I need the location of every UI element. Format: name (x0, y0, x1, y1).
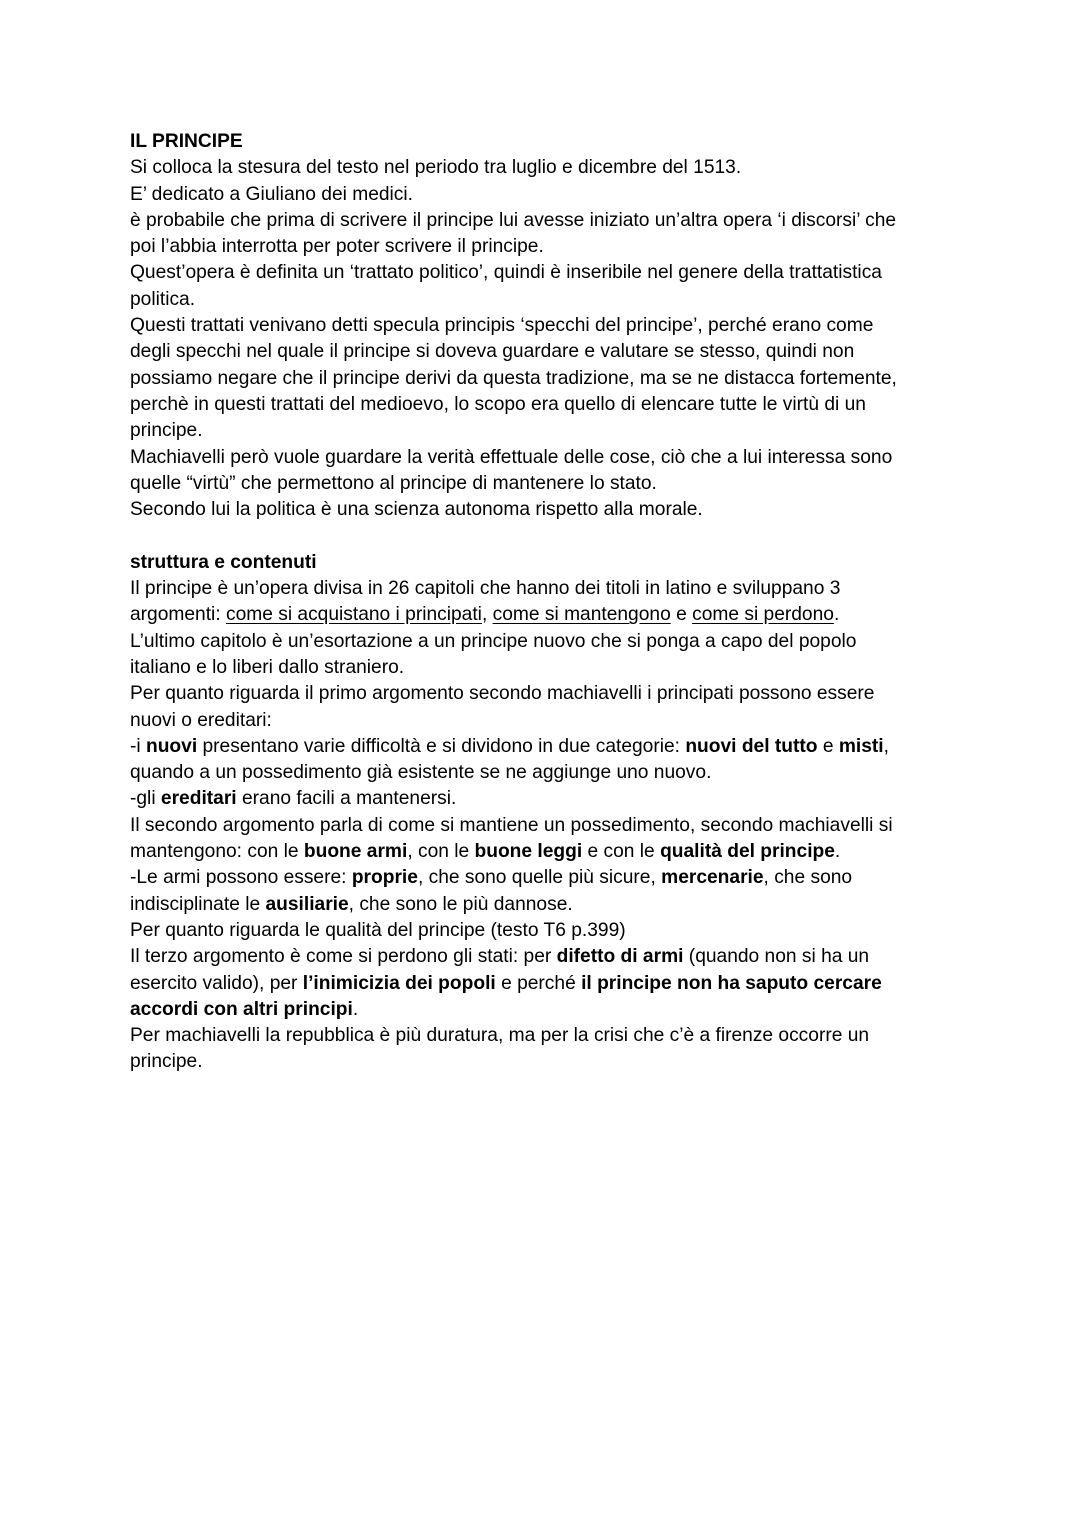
paragraph-line: Machiavelli però vuole guardare la verità effettuale delle cose, ciò che a lui interessa sono (130, 446, 893, 468)
paragraph-line: Il secondo argomento parla di come si mantiene un possedimento, secondo machiavelli si (130, 814, 893, 836)
paragraph-line: quelle “virtù” che permettono al principe di mantenere lo stato. (130, 472, 657, 494)
underlined-phrase: come si mantengono (492, 604, 671, 626)
paragraph-line: quando a un possedimento già esistente se ne aggiunge uno nuovo. (130, 762, 712, 784)
paragraph-line: -gli ereditari erano facili a mantenersi. (130, 788, 457, 810)
paragraph-line: italiano e lo liberi dallo straniero. (130, 656, 405, 678)
bold-term: il principe non ha saputo cercare (581, 972, 882, 994)
bold-term: accordi con altri principi (130, 998, 353, 1020)
bold-term: misti (838, 735, 884, 757)
paragraph-line: Il terzo argomento è come si perdono gli stati: per difetto di armi (quando non si ha un (130, 946, 870, 968)
paragraph-line: Questi trattati venivano detti specula principis ‘specchi del principe’, perché erano come (130, 315, 874, 337)
paragraph-line: esercito valido), per l’inimicizia dei popoli e perché il principe non ha saputo cercare (130, 972, 882, 994)
paragraph-line: principe. (130, 1051, 203, 1073)
paragraph-line: Per quanto riguarda il primo argomento secondo machiavelli i principati possono essere (130, 683, 875, 705)
paragraph-line: Quest’opera è definita un ‘trattato politico’, quindi è inseribile nel genere della trattatistica (130, 262, 882, 284)
paragraph-line: possiamo negare che il principe derivi da questa tradizione, ma se ne distacca fortemente, (130, 367, 897, 389)
paragraph-line: principe. (130, 420, 203, 442)
underlined-phrase: come si perdono (692, 604, 834, 626)
paragraph-line: E’ dedicato a Giuliano dei medici. (130, 183, 413, 205)
paragraph-line: accordi con altri principi. (130, 998, 359, 1020)
bold-term: nuovi (145, 735, 198, 757)
paragraph-line: Per machiavelli la repubblica è più duratura, ma per la crisi che c’è a firenze occorre un (130, 1025, 870, 1047)
bold-term: ausiliarie (265, 893, 349, 915)
paragraph-line: perchè in questi trattati del medioevo, lo scopo era quello di elencare tutte le virtù di un (130, 393, 866, 415)
paragraph-line: è probabile che prima di scrivere il principe lui avesse iniziato un’altra opera ‘i discorsi’ che (130, 209, 897, 231)
paragraph-line: Secondo lui la politica è una scienza autonoma rispetto alla morale. (130, 499, 703, 521)
paragraph-line: degli specchi nel quale il principe si doveva guardare e valutare se stesso, quindi non (130, 341, 855, 363)
paragraph-line: argomenti: come si acquistano i principati, come si mantengono e come si perdono. (130, 604, 840, 626)
paragraph-line: Per quanto riguarda le qualità del principe (testo T6 p.399) (130, 919, 626, 941)
bold-term: qualità del principe (660, 841, 835, 863)
paragraph-line: poi l’abbia interrotta per poter scrivere il principe. (130, 236, 544, 258)
paragraph-line: -i nuovi presentano varie difficoltà e si dividono in due categorie: nuovi del tutto e misti, (130, 735, 889, 757)
underlined-phrase: come si acquistano i principati (225, 604, 482, 626)
paragraph-line: nuovi o ereditari: (130, 709, 272, 731)
bold-term: ereditari (160, 788, 237, 810)
paragraph-line: politica. (130, 288, 196, 310)
paragraph-line: Il principe è un’opera divisa in 26 capitoli che hanno dei titoli in latino e sviluppano 3 (130, 578, 841, 600)
section-title: IL PRINCIPE (130, 131, 243, 152)
bold-term: mercenarie (661, 867, 764, 889)
section-gap (130, 523, 945, 549)
paragraph-line: L’ultimo capitolo è un’esortazione a un principe nuovo che si ponga a capo del popolo (130, 630, 857, 652)
document-body (130, 129, 945, 1076)
bold-term: buone armi (303, 841, 408, 863)
bold-term: nuovi del tutto (685, 735, 818, 757)
paragraph-line: mantengono: con le buone armi, con le buone leggi e con le qualità del principe. (130, 841, 841, 863)
paragraph-line: -Le armi possono essere: proprie, che sono quelle più sicure, mercenarie, che sono (130, 867, 853, 889)
bold-term: difetto di armi (556, 946, 684, 968)
section-title: struttura e contenuti (130, 551, 317, 573)
bold-term: proprie (351, 867, 418, 889)
bold-term: buone leggi (474, 841, 583, 863)
paragraph-line: indisciplinate le ausiliarie, che sono le più dannose. (130, 893, 573, 915)
paragraph-line: Si colloca la stesura del testo nel periodo tra luglio e dicembre del 1513. (130, 157, 742, 179)
bold-term: l’inimicizia dei popoli (302, 972, 496, 994)
